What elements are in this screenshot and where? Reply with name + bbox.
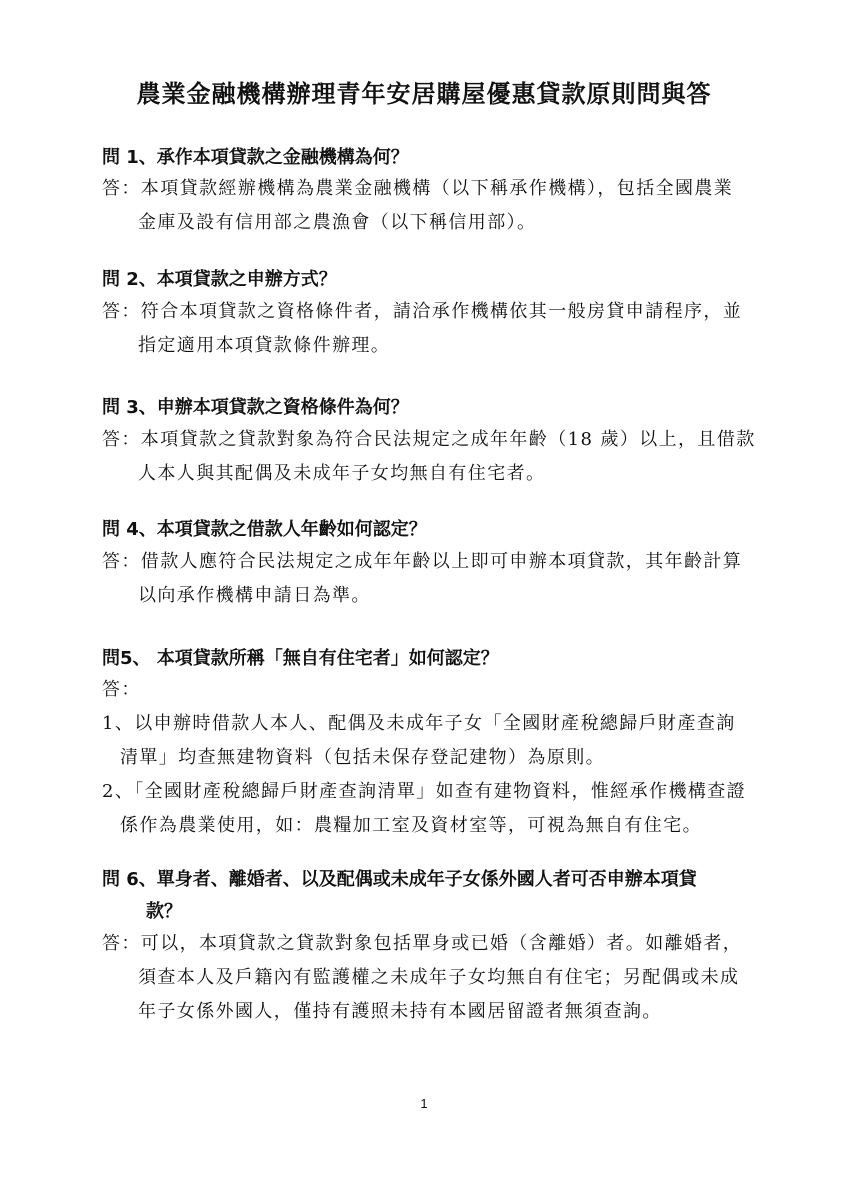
answer-3 [102,423,762,491]
answer-5-line-1: 答： [102,679,141,700]
answer-4-line-1: 答：借款人應符合民法規定之成年年齡以上即可申辦本項貸款，其年齡計算 [102,551,743,572]
question-5: 問5、 本項貸款所稱「無自有住宅者」如何認定？ [102,648,499,669]
answer-5-line-3: 清單」均查無建物資料（包括未保存登記建物）為原則。 [120,747,605,768]
answer-2-line-1: 答：符合本項貸款之資格條件者，請洽承作機構依其一般房貸申請程序，並 [102,301,743,322]
page-number: 1 [420,1096,428,1111]
answer-3-line-1: 答：本項貸款之貸款對象為符合民法規定之成年年齡（18 歲）以上，且借款 [102,429,756,450]
answer-5-line-5: 係作為農業使用，如：農糧加工室及資材室等，可視為無自有住宅。 [120,815,702,836]
answer-6-line-3: 年子女係外國人，僅持有護照未持有本國居留證者無須查詢。 [138,1001,662,1022]
answer-4 [102,545,762,613]
question-4: 問 4、本項貸款之借款人年齡如何認定？ [102,519,427,540]
answer-4-line-2: 以向承作機構申請日為準。 [138,585,371,606]
answer-5 [102,673,762,843]
question-2: 問 2、本項貸款之申辦方式？ [102,269,337,290]
question-6-line-1: 問 6、單身者、離婚者、以及配偶或未成年子女係外國人者可否申辦本項貸 [102,869,697,890]
question-6-line-2: 款？ [146,901,182,922]
answer-6 [102,927,762,1029]
answer-6-line-2: 須查本人及戶籍內有監護權之未成年子女均無自有住宅；另配偶或未成 [138,967,740,988]
document-title: 農業金融機構辦理青年安居購屋優惠貸款原則問與答 [136,80,712,108]
answer-1-line-1: 答：本項貸款經辦機構為農業金融機構（以下稱承作機構），包括全國農業 [102,178,734,199]
answer-6-line-1: 答：可以，本項貸款之貸款對象包括單身或已婚（含離婚）者。如離婚者， [102,933,743,954]
answer-5-line-4: 2、「全國財產稅總歸戶財產查詢清單」如查有建物資料，惟經承作機構查證 [102,781,747,802]
question-3: 問 3、申辦本項貸款之資格條件為何？ [102,397,409,418]
question-6 [102,864,762,928]
answer-3-line-2: 人本人與其配偶及未成年子女均無自有住宅者。 [138,463,546,484]
answer-2 [102,295,762,363]
answer-1 [102,172,762,240]
question-1: 問 1、承作本項貸款之金融機構為何？ [102,147,409,168]
answer-2-line-2: 指定適用本項貸款條件辦理。 [138,335,391,356]
answer-5-line-2: 1、以申辦時借款人本人、配偶及未成年子女「全國財產稅總歸戶財產查詢 [102,713,736,734]
answer-1-line-2: 金庫及設有信用部之農漁會（以下稱信用部）。 [138,212,537,233]
